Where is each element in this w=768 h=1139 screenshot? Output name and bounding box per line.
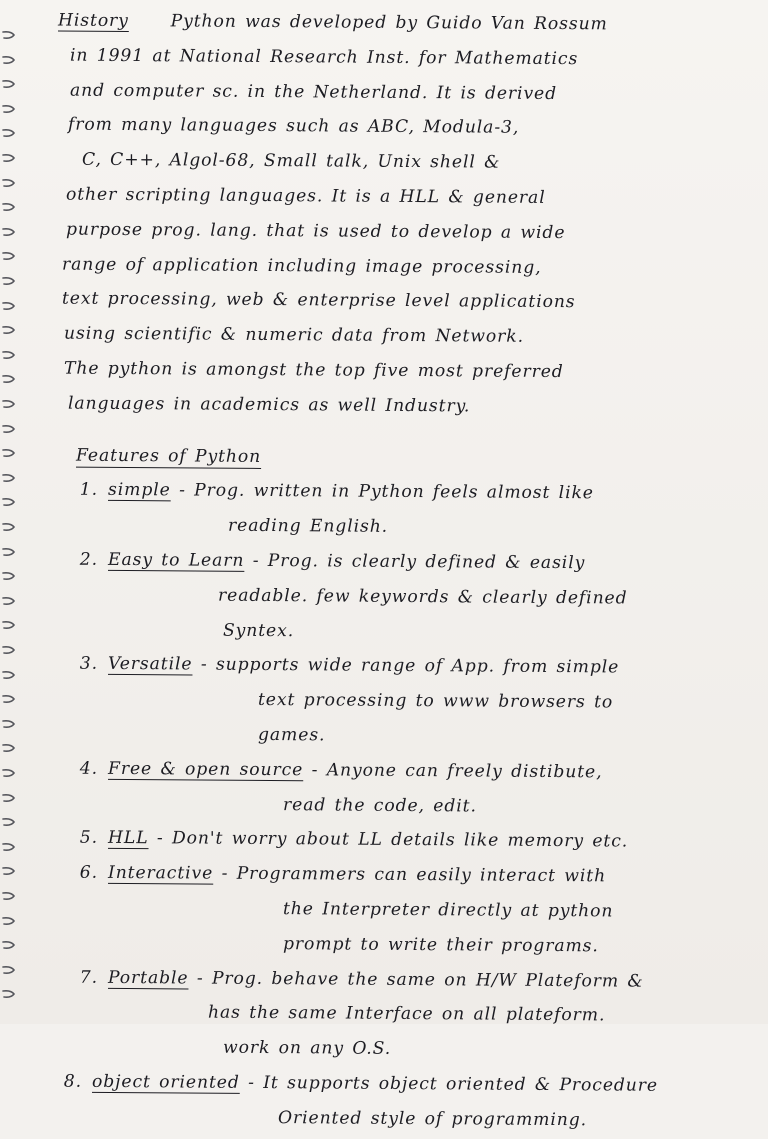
spiral-ring-icon	[2, 916, 16, 926]
feature-term: Free & open source	[108, 758, 304, 780]
spiral-ring-icon	[2, 202, 16, 212]
spiral-ring-icon	[2, 55, 16, 65]
feature-desc: Prog. written in Python feels almost like	[194, 480, 594, 504]
spiral-ring-icon	[2, 842, 16, 852]
features-heading: Features of Python	[76, 445, 262, 467]
spiral-ring-icon	[2, 350, 16, 360]
spiral-ring-icon	[2, 719, 16, 729]
feature-separator: -	[200, 654, 208, 675]
feature-separator: -	[179, 480, 186, 501]
feature-item	[42, 1064, 763, 1104]
feature-desc: Prog. behave the same on H/W Plateform &	[211, 968, 644, 992]
spiral-ring-icon	[2, 571, 16, 581]
feature-term: Interactive	[108, 863, 214, 884]
feature-item	[58, 821, 763, 861]
spiral-ring-icon	[2, 817, 16, 827]
feature-number: 4.	[79, 758, 98, 779]
spiral-ring-icon	[2, 374, 16, 384]
history-line: range of application including image processing,	[62, 254, 542, 278]
feature-item	[58, 542, 763, 582]
feature-desc: work on any O.S.	[223, 1037, 392, 1059]
feature-item	[58, 856, 763, 896]
spiral-ring-icon	[2, 596, 16, 606]
feature-desc: Prog. is clearly defined & easily	[267, 550, 586, 574]
history-line	[58, 4, 763, 44]
spiral-ring-icon	[2, 153, 16, 163]
feature-desc: has the same Interface on all plateform.	[208, 1002, 606, 1026]
feature-term: object oriented	[92, 1071, 240, 1093]
spiral-ring-icon	[2, 965, 16, 975]
feature-number: 5.	[79, 828, 98, 849]
handwritten-notes	[58, 6, 763, 1137]
spiral-ring-icon	[2, 793, 16, 803]
history-line: using scientific & numeric data from Network.	[64, 323, 524, 347]
history-line: purpose prog. lang. that is used to develop a wide	[66, 219, 566, 243]
feature-number: 2.	[79, 549, 98, 570]
feature-item	[58, 751, 763, 791]
feature-separator: -	[196, 968, 204, 989]
spiral-ring-icon	[2, 227, 16, 237]
feature-item	[58, 647, 763, 687]
spiral-ring-icon	[2, 128, 16, 138]
spiral-ring-icon	[2, 448, 16, 458]
history-line: from many languages such as ABC, Modula-3,	[68, 114, 520, 139]
feature-desc: It supports object oriented & Procedure	[263, 1072, 658, 1096]
feature-desc: text processing to www browsers to	[258, 690, 614, 713]
feature-item	[58, 473, 763, 513]
feature-separator: -	[248, 1072, 255, 1093]
spiral-ring-icon	[2, 424, 16, 434]
feature-desc: read the code, edit.	[283, 794, 477, 816]
feature-item	[58, 960, 763, 1000]
feature-number: 8.	[63, 1071, 82, 1092]
feature-desc: supports wide range of App. from simple	[215, 654, 620, 678]
feature-desc: Programmers can easily interact with	[236, 863, 607, 887]
feature-number: 6.	[79, 862, 98, 883]
feature-number: 1.	[79, 480, 98, 501]
spiral-binding	[0, 0, 24, 1024]
feature-number: 3.	[79, 654, 98, 675]
spiral-ring-icon	[2, 891, 16, 901]
spiral-ring-icon	[2, 497, 16, 507]
history-line: in 1991 at National Research Inst. for Mathematics	[70, 45, 579, 69]
spiral-ring-icon	[2, 866, 16, 876]
feature-desc: Oriented style of programming.	[278, 1107, 587, 1130]
feature-desc: Syntex.	[223, 620, 295, 641]
spiral-ring-icon	[2, 768, 16, 778]
history-line: and computer sc. in the Netherland. It is derived	[70, 80, 558, 104]
spiral-ring-icon	[2, 30, 16, 40]
spiral-ring-icon	[2, 104, 16, 114]
feature-separator: -	[156, 828, 164, 849]
spiral-ring-icon	[2, 547, 16, 557]
spiral-ring-icon	[2, 251, 16, 261]
feature-term: Versatile	[108, 654, 193, 675]
spiral-ring-icon	[2, 989, 16, 999]
feature-term: Portable	[108, 967, 189, 988]
history-label: History	[58, 10, 129, 32]
spiral-ring-icon	[2, 473, 16, 483]
feature-term: simple	[108, 480, 171, 501]
feature-desc: the Interpreter directly at python	[283, 899, 614, 922]
feature-separator: -	[252, 550, 260, 571]
spiral-ring-icon	[2, 694, 16, 704]
history-line: other scripting languages. It is a HLL & general	[66, 184, 546, 208]
history-line: The python is amongst the top five most preferred	[64, 358, 564, 383]
spiral-ring-icon	[2, 522, 16, 532]
feature-term: Easy to Learn	[108, 549, 245, 571]
feature-desc: Don't worry about LL details like memory etc.	[172, 828, 629, 852]
spiral-ring-icon	[2, 325, 16, 335]
feature-number: 7.	[79, 967, 98, 988]
history-line: languages in academics as well Industry.	[68, 393, 471, 417]
spiral-ring-icon	[2, 301, 16, 311]
spiral-ring-icon	[2, 940, 16, 950]
feature-desc: Anyone can freely distibute,	[326, 760, 603, 783]
spiral-ring-icon	[2, 645, 16, 655]
history-text: Python was developed by Guido Van Rossum	[170, 11, 608, 35]
feature-desc: reading English.	[228, 515, 389, 537]
feature-separator: -	[311, 760, 319, 781]
spiral-ring-icon	[2, 178, 16, 188]
history-line: text processing, web & enterprise level applications	[62, 288, 576, 313]
feature-desc: readable. few keywords & clearly defined	[218, 585, 628, 609]
feature-separator: -	[221, 863, 229, 884]
spiral-ring-icon	[2, 276, 16, 286]
spiral-ring-icon	[2, 79, 16, 89]
features-heading-line	[58, 438, 763, 478]
spiral-ring-icon	[2, 620, 16, 630]
feature-desc: games.	[258, 724, 326, 746]
spiral-ring-icon	[2, 743, 16, 753]
spiral-ring-icon	[2, 399, 16, 409]
spiral-ring-icon	[2, 670, 16, 680]
feature-term: HLL	[108, 828, 149, 849]
history-line: C, C++, Algol-68, Small talk, Unix shell &	[82, 149, 501, 173]
feature-desc: prompt to write their programs.	[283, 933, 599, 957]
